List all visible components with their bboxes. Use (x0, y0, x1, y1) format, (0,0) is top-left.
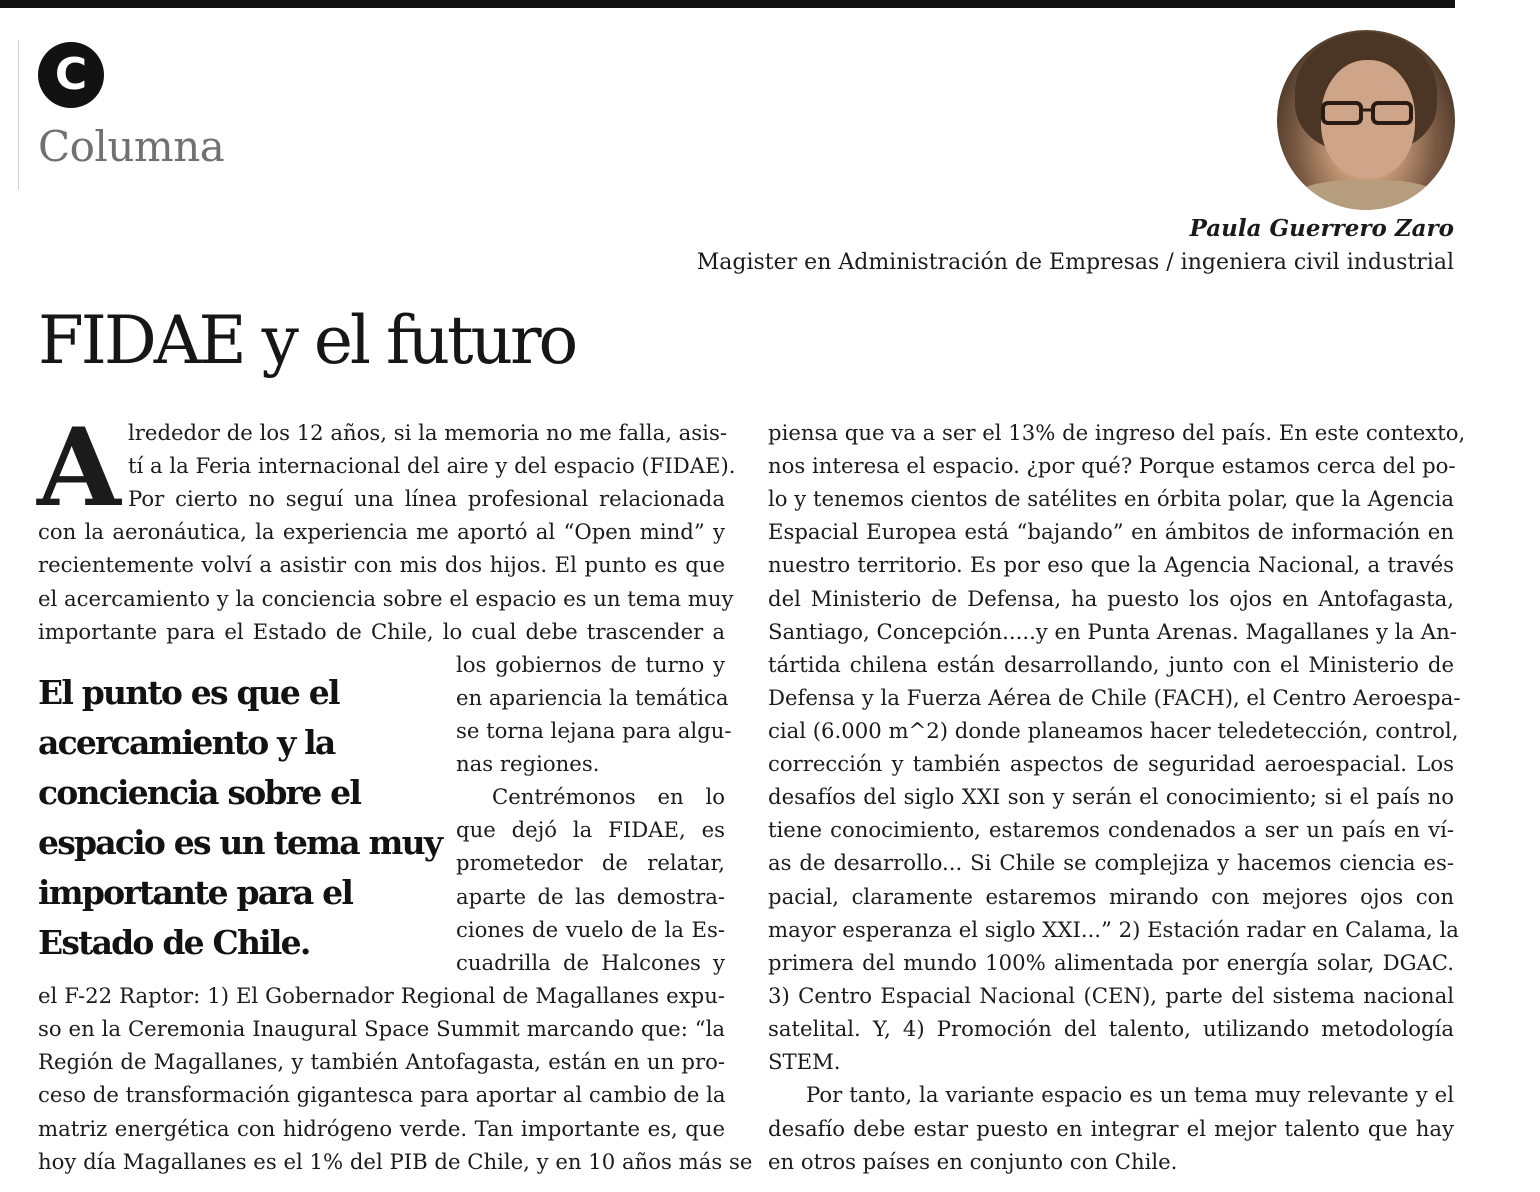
body-line: Santiago, Concepción.....y en Punta Arenas. Magallanes y la An- (768, 619, 1457, 644)
body-line: tí a la Feria internacional del aire y del espacio (FIDAE). (128, 453, 736, 478)
body-line: en otros países en conjunto con Chile. (768, 1149, 1178, 1174)
body-line: primera del mundo 100% alimentada por energía solar, DGAC. (768, 950, 1454, 975)
body-line: el acercamiento y la conciencia sobre el espacio es un tema muy (38, 586, 734, 611)
body-line: con la aeronáutica, la experiencia me aportó al “Open mind” y (38, 519, 725, 544)
body-line: los gobiernos de turno y (456, 652, 725, 677)
body-line: hoy día Magallanes es el 1% del PIB de Chile, y en 10 años más se (38, 1149, 753, 1174)
drop-cap: A (37, 405, 121, 531)
body-line: importante para el Estado de Chile, lo cual debe trascender a (38, 619, 725, 644)
body-line: matriz energética con hidrógeno verde. Tan importante es, que (38, 1116, 725, 1141)
body-line: Por cierto no seguí una línea profesional relacionada (128, 486, 725, 511)
body-line: desafíos del siglo XXI son y serán el conocimiento; si el país no (768, 784, 1454, 809)
body-line: recientemente volví a asistir con mis dos hijos. El punto es que (38, 552, 725, 577)
body-line: Por tanto, la variante espacio es un tema muy relevante y el (806, 1082, 1454, 1107)
body-line: as de desarrollo... Si Chile se complejiza y hacemos ciencia es- (768, 850, 1454, 875)
pull-quote: El punto es que el acercamiento y la conciencia sobre el espacio es un tema muy importante para el Estado de Chile. (38, 673, 442, 962)
body-line: Región de Magallanes, y también Antofagasta, están en un pro- (38, 1049, 725, 1074)
body-line: que dejó la FIDAE, es (456, 817, 725, 842)
body-line: ciones de vuelo de la Es- (456, 917, 725, 942)
body-line: mayor esperanza el siglo XXI...” 2) Estación radar en Calama, la (768, 917, 1459, 942)
portrait-shirt (1287, 180, 1447, 210)
body-line: pacial, claramente estaremos mirando con mejores ojos con (768, 884, 1454, 909)
body-line: se torna lejana para algu- (456, 718, 732, 743)
body-line: corrección y también aspectos de seguridad aeroespacial. Los (768, 751, 1454, 776)
column-badge-icon (38, 42, 104, 108)
body-line: tártida chilena están desarrollando, junto con el Ministerio de (768, 652, 1454, 677)
section-label: Columna (38, 122, 225, 171)
body-line: Espacial Europea está “bajando” en ámbitos de información en (768, 519, 1454, 544)
badge-letter: C (54, 49, 88, 100)
top-rule (0, 0, 1455, 8)
body-line: en apariencia la temática (456, 685, 729, 710)
body-line: satelital. Y, 4) Promoción del talento, utilizando metodología (768, 1016, 1454, 1041)
body-line: STEM. (768, 1049, 841, 1074)
author-credential: Magister en Administración de Empresas / ingeniera civil industrial (696, 250, 1454, 275)
body-line: desafío debe estar puesto en integrar el mejor talento que hay (768, 1116, 1454, 1141)
body-line: nuestro territorio. Es por eso que la Agencia Nacional, a través (768, 552, 1454, 577)
body-line: lo y tenemos cientos de satélites en órbita polar, que la Agencia (768, 486, 1454, 511)
body-line: piensa que va a ser el 13% de ingreso del país. En este contexto, (768, 420, 1466, 445)
body-line: el F-22 Raptor: 1) El Gobernador Regional de Magallanes expu- (38, 983, 725, 1008)
author-name: Paula Guerrero Zaro (1189, 215, 1454, 242)
body-line: 3) Centro Espacial Nacional (CEN), parte del sistema nacional (768, 983, 1454, 1008)
section-side-rule (18, 40, 19, 190)
body-line: lrededor de los 12 años, si la memoria no me falla, asis- (128, 420, 727, 445)
body-line: del Ministerio de Defensa, ha puesto los ojos en Antofagasta, (768, 586, 1454, 611)
body-line: nas regiones. (456, 751, 600, 776)
body-line: cial (6.000 m^2) donde planeamos hacer teledetección, control, (768, 718, 1459, 743)
body-line: tiene conocimiento, estaremos condenados a ser un país en ví- (768, 817, 1454, 842)
body-line: so en la Ceremonia Inaugural Space Summit marcando que: “la (38, 1016, 725, 1041)
body-line: aparte de las demostra- (456, 884, 725, 909)
body-line: Centrémonos en lo (492, 784, 725, 809)
body-line: prometedor de relatar, (456, 850, 725, 875)
body-line: Defensa y la Fuerza Aérea de Chile (FACH), el Centro Aeroespa- (768, 685, 1461, 710)
body-line: cuadrilla de Halcones y (456, 950, 725, 975)
portrait-glasses (1317, 100, 1417, 126)
body-line: nos interesa el espacio. ¿por qué? Porque estamos cerca del po- (768, 453, 1456, 478)
body-line: ceso de transformación gigantesca para aportar al cambio de la (38, 1082, 726, 1107)
author-portrait-icon (1277, 30, 1455, 210)
article-title: FIDAE y el futuro (38, 302, 576, 379)
